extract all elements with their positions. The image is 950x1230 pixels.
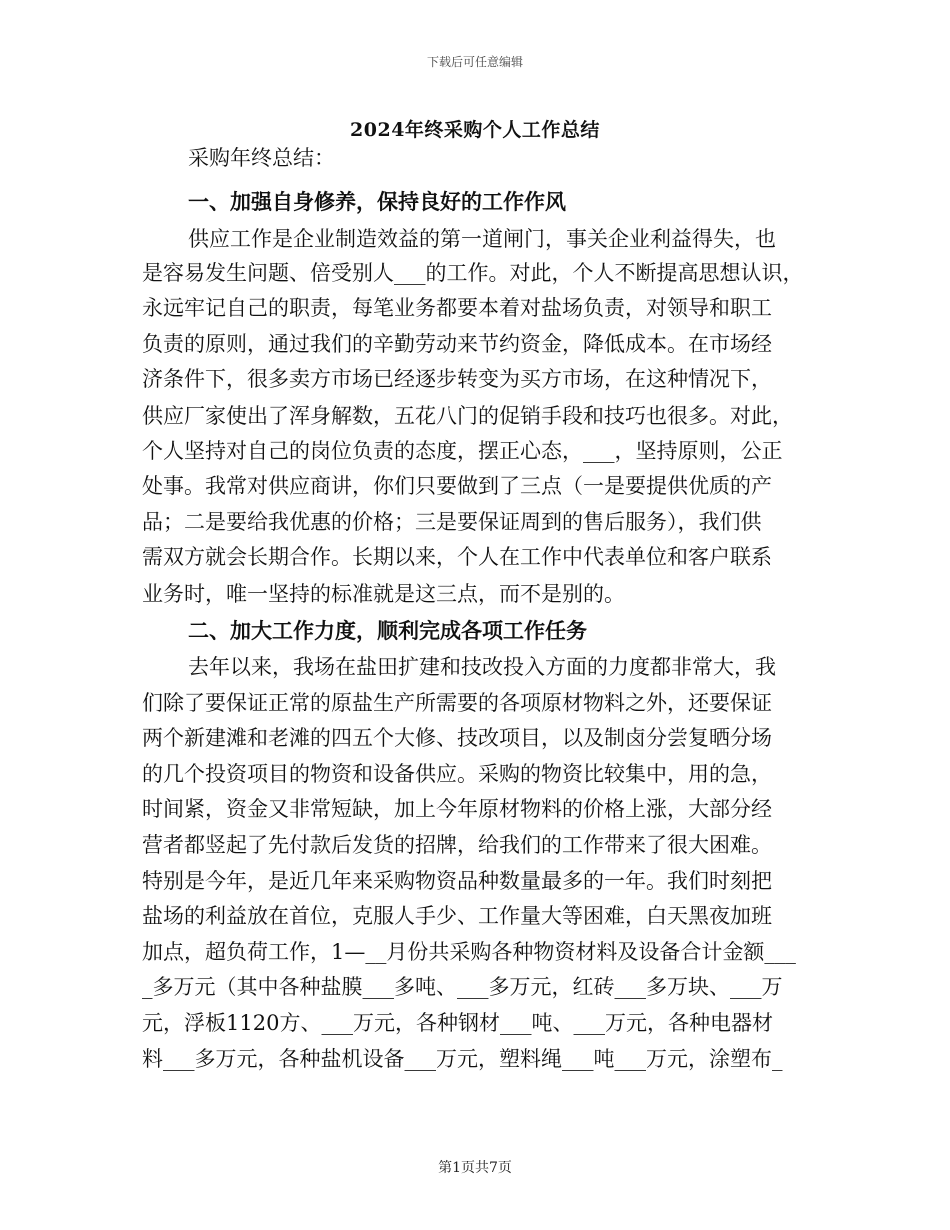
paragraph-line: 供应工作是企业制造效益的第一道闸门，事关企业利益得失，也 [188,227,776,251]
paragraph-line: 的几个投资项目的物资和设备供应。采购的物资比较集中，用的急， [142,762,772,786]
paragraph-line: 料___多万元，各种盐机设备___万元，塑料绳___吨___万元，涂塑布_ [142,1047,783,1071]
paragraph-line: _多万元（其中各种盐膜___多吨、___多万元，红砖___多万块、___万 [142,975,783,999]
paragraph-line: 特别是今年，是近几年来采购物资品种数量最多的一年。我们时刻把 [142,869,772,893]
section-heading-1: 一、加强自身修养，保持良好的工作作风 [188,189,566,214]
paragraph-line: 永远牢记自己的职责，每笔业务都要本着对盐场负责，对领导和职工 [142,296,772,320]
salutation-line: 采购年终总结： [188,146,335,170]
document-title: 2024年终采购个人工作总结 [350,119,600,141]
paragraph-line: 盐场的利益放在首位，克服人手少、工作量大等困难，白天黑夜加班 [142,904,772,928]
paragraph-line: 处事。我常对供应商讲，你们只要做到了三点（一是要提供优质的产 [142,474,772,498]
paragraph-line: 个人坚持对自己的岗位负责的态度，摆正心态，___，坚持原则，公正 [142,439,783,463]
paragraph-line: 两个新建滩和老滩的四五个大修、技改项目，以及制卤分尝复晒分场 [142,726,772,750]
paragraph-line: 营者都竖起了先付款后发货的招牌，给我们的工作带来了很大困难。 [142,833,772,857]
paragraph-line: 时间紧，资金又非常短缺，加上今年原材物料的价格上涨，大部分经 [142,797,772,821]
page-header: 下载后可任意编辑 [426,55,523,69]
page-footer: 第1页共7页 [438,1160,512,1176]
paragraph-line: 元，浮板1120方、___万元，各种钢材___吨、___万元，各种电器材 [142,1011,773,1035]
section-heading-2: 二、加大工作力度，顺利完成各项工作任务 [188,618,587,643]
paragraph-line: 加点，超负荷工作，1—__月份共采购各种物资材料及设备合计金额___ [142,940,796,964]
paragraph-line: 供应厂家使出了浑身解数，五花八门的促销手段和技巧也很多。对此， [142,404,793,428]
paragraph-line: 负责的原则，通过我们的辛勤劳动来节约资金，降低成本。在市场经 [142,332,772,356]
paragraph-line: 去年以来，我场在盐田扩建和技改投入方面的力度都非常大，我 [188,655,776,679]
paragraph-line: 们除了要保证正常的原盐生产所需要的各项原材物料之外，还要保证 [142,691,772,715]
paragraph-line: 是容易发生问题、倍受别人___的工作。对此，个人不断提高思想认识， [142,261,804,285]
paragraph-line: 品；二是要给我优惠的价格；三是要保证周到的售后服务），我们供 [142,510,762,534]
paragraph-line: 需双方就会长期合作。长期以来，个人在工作中代表单位和客户联系 [142,545,772,569]
paragraph-line: 济条件下，很多卖方市场已经逐步转变为买方市场，在这种情况下， [142,367,772,391]
paragraph-line: 业务时，唯一坚持的标准就是这三点，而不是别的。 [142,582,625,606]
